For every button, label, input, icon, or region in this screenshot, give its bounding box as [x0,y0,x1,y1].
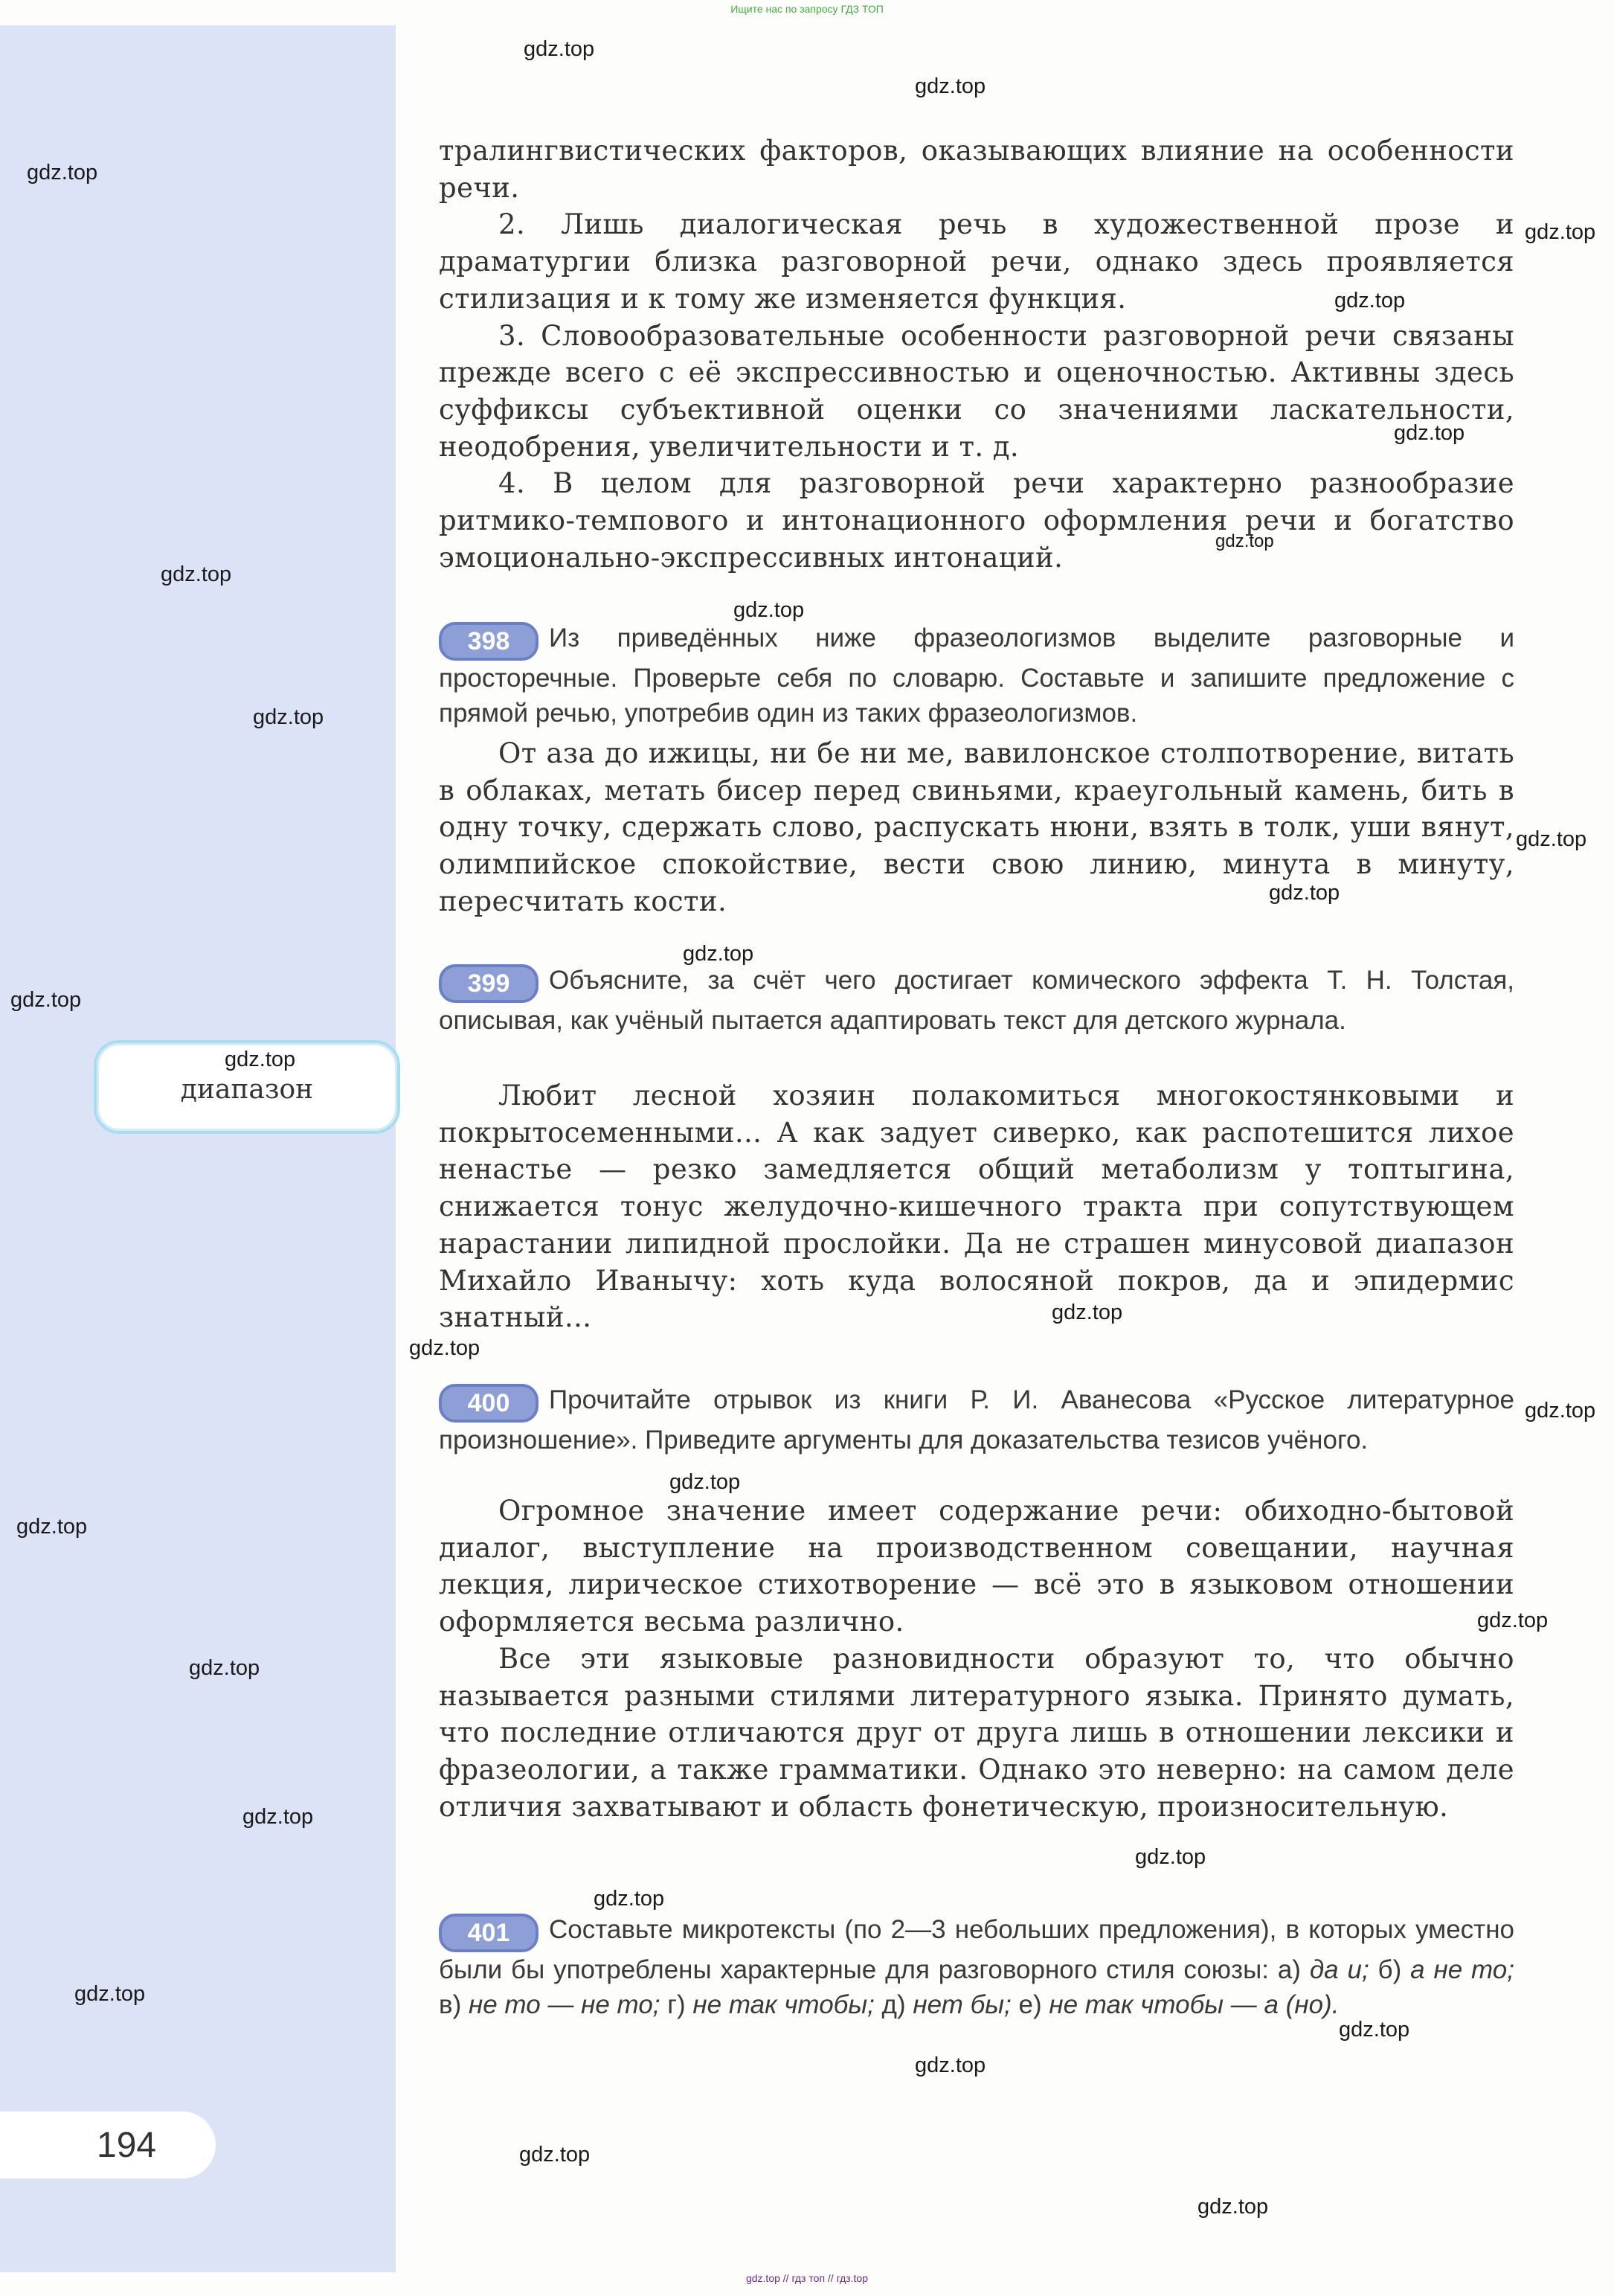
watermark: gdz.top [594,1887,665,1911]
watermark: gdz.top [733,598,805,622]
watermark: gdz.top [74,1982,146,2006]
intro-paragraph-2: 2. Лишь диалогическая речь в художественной прозе и драматургии близка разговорной речи, однако здесь проявляется стилизация и к тому же изменяется функция. [439,208,1514,315]
left-margin-band [0,25,396,2272]
page-number-tab [0,2111,216,2178]
option-conjunction: да и; [1309,1955,1369,1984]
exercise-number-badge: 401 [439,1914,538,1952]
intro-text [439,132,1514,576]
exercise-text: Любит лесной хозяин полакомиться многокостянковыми и покрытосеменными... А как задует сиверко, как распотешится лихое ненастье — резко замедляется общий метаболизм у топтыгина, снижается тонус желудочно-кишечного тракта при сопутствующем нарастании липидной прослойки. Да не страшен минусовой диапазон Михайло Иванычу: хоть куда волосяной покров, да и эпидермис знатный... [439,1080,1514,1334]
option-conjunction: не так чтобы; [692,1990,875,2019]
watermark: gdz.top [683,942,754,966]
exercise-text: От аза до ижицы, ни бе ни ме, вавилонское столпотворение, витать в облаках, метать бисер перед свиньями, краеугольный камень, бить в одну точку, сдержать слово, распускать нюни, взять в толк, уши вянут, олимпийское спокойствие, вести свою линию, минута в минуту, пересчитать кости. [439,737,1514,917]
watermark: gdz.top [1197,2195,1269,2219]
watermark: gdz.top [669,1470,741,1494]
search-hint[interactable]: Ищите нас по запросу ГДЗ ТОП [730,3,884,15]
exercise-task: Из приведённых ниже фразеологизмов выделите разговорные и просторечные. Проверьте себя по словарю. Составьте и запишите предложение с прямой речью, употребив один из таких фразеологизмов. [439,623,1514,728]
exercise-399-task [439,963,1514,1038]
watermark: gdz.top [1052,1301,1123,1324]
option-conjunction: нет бы; [913,1990,1012,2019]
watermark: gdz.top [519,2143,591,2167]
watermark: gdz.top [161,562,232,586]
watermark: gdz.top [1516,827,1587,851]
watermark: gdz.top [189,1656,260,1680]
option-letter: д) [874,1990,913,2019]
watermark: gdz.top [1135,1845,1206,1869]
watermark: gdz.top [1477,1609,1549,1632]
watermark: gdz.top [225,1048,296,1071]
exercise-number-badge: 398 [439,622,538,661]
intro-paragraph-1: тралингвистических факторов, оказывающих влияние на особенности речи. [439,135,1514,204]
option-letter: а) [1277,1955,1310,1984]
watermark: gdz.top [1339,2018,1410,2042]
exercise-task: Прочитайте отрывок из книги Р. И. Аванесова «Русское литературное произношение». Приведите аргументы для доказательства тезисов учёного. [439,1385,1514,1455]
glossary-term: диапазон [180,1074,314,1105]
intro-paragraph-4: 4. В целом для разговорной речи характерно разнообразие ритмико-темпового и интонационного оформления речи и богатство эмоционально-экспрессивных интонаций. [439,467,1514,574]
exercise-399-text [439,1077,1514,1336]
watermark: gdz.top [16,1515,88,1539]
option-letter: в) [439,1990,469,2019]
watermark: gdz.top [1334,289,1406,312]
watermark: gdz.top [524,37,595,61]
option-letter: б) [1369,1955,1411,1984]
exercise-401-task [439,1912,1514,2022]
watermark: gdz.top [1269,881,1340,905]
watermark: gdz.top [27,161,98,185]
watermark: gdz.top [10,988,82,1012]
option-letter: е) [1011,1990,1049,2019]
watermark: gdz.top [253,705,324,729]
watermark: gdz.top [242,1805,314,1829]
exercise-text-1: Огромное значение имеет содержание речи: обиходно-бытовой диалог, выступление на производственном совещании, научная лекция, лирическое стихотворение — всё это в языковом отношении оформляется весьма различно. [439,1495,1514,1638]
option-letter: г) [660,1990,693,2019]
exercise-task: Объясните, за счёт чего достигает комического эффекта Т. Н. Толстая, описывая, как учёный пытается адаптировать текст для детского журнала. [439,966,1514,1035]
watermark: gdz.top [409,1336,480,1360]
option-conjunction: не так чтобы — а (но). [1049,1990,1340,2019]
footer-links[interactable]: gdz.top // гдз топ // гдз.top [745,2272,869,2284]
exercise-number-badge: 399 [439,964,538,1003]
watermark: gdz.top [1525,220,1596,244]
watermark: gdz.top [1525,1399,1596,1423]
option-conjunction: не то — не то; [468,1990,660,2019]
intro-paragraph-3: 3. Словообразовательные особенности разговорной речи связаны прежде всего с её экспрессивностью и оценочностью. Активны здесь суффиксы субъективной оценки со значениями ласкательности, неодобрения, увеличительности и т. д. [439,319,1514,463]
exercise-400-task [439,1382,1514,1458]
option-conjunction: а не то; [1410,1955,1514,1984]
watermark: gdz.top [1215,531,1274,551]
exercise-398-text [439,735,1514,920]
exercise-text-2: Все эти языковые разновидности образуют то, что обычно называется разными стилями литературного языка. Принято думать, что последние отличаются друг от друга лишь в отношении лексики и фразеологии, а также грамматики. Однако это неверно: на самом деле отличия захватывают и область фонетическую, произносительную. [439,1642,1514,1823]
page-number: 194 [97,2126,157,2165]
watermark: gdz.top [1394,421,1465,445]
watermark: gdz.top [915,74,986,98]
exercise-398-task [439,621,1514,731]
exercise-task: Составьте микротексты (по 2—3 небольших предложения), в которых уместно были бы употреблены характерные для разговорного стиля союзы: [439,1915,1514,1984]
watermark: gdz.top [915,2053,986,2077]
exercise-400-text [439,1492,1514,1825]
exercise-number-badge: 400 [439,1384,538,1423]
